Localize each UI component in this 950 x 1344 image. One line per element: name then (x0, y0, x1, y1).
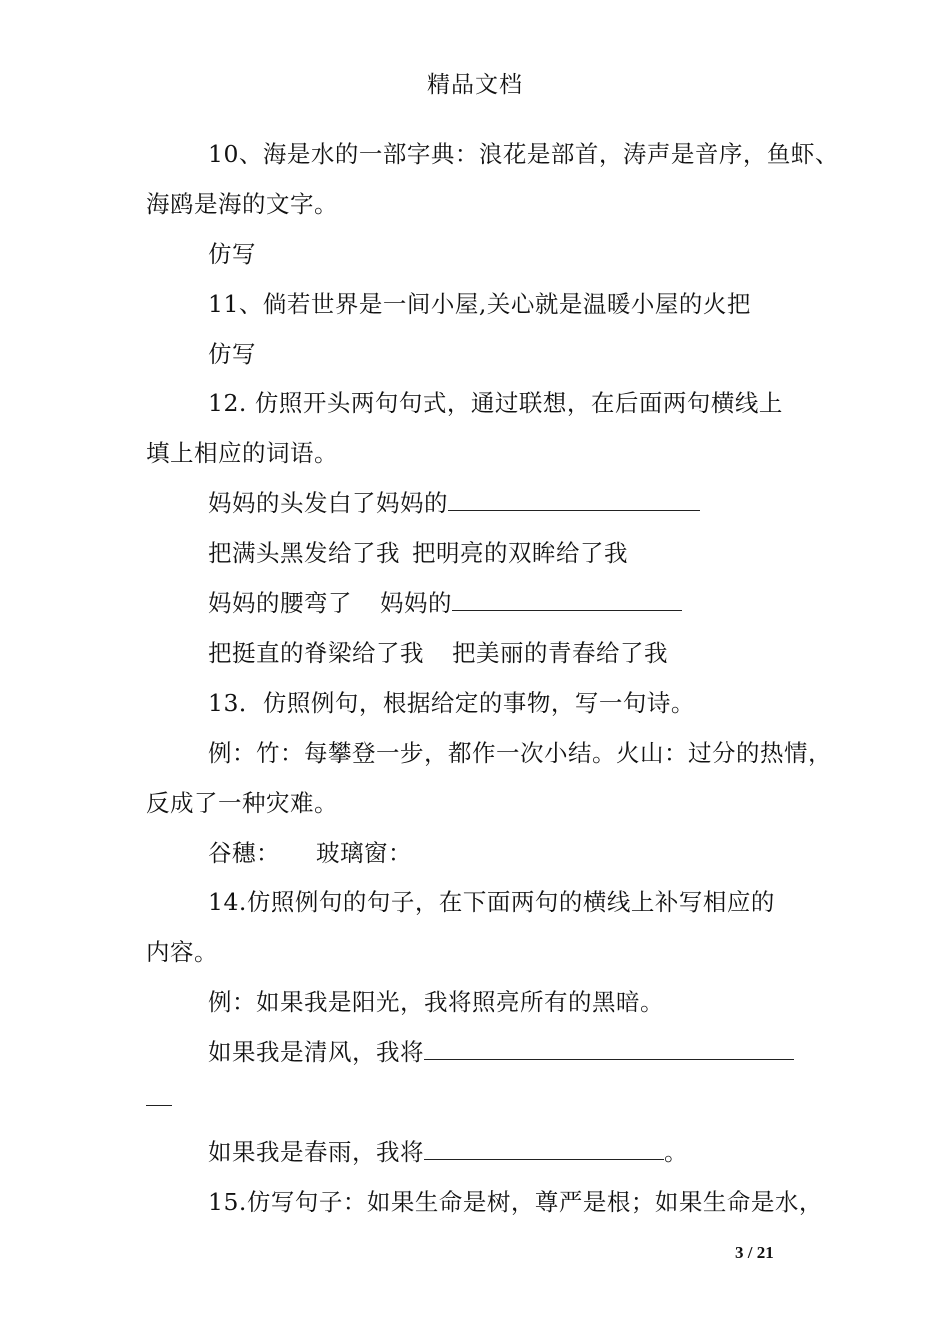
q13-example-line1: 例：竹：每攀登一步，都作一次小结。火山：过分的热情， (208, 739, 832, 767)
blank-line-3[interactable] (424, 1039, 794, 1060)
blank-line-1[interactable] (448, 490, 700, 511)
q12-line-b (208, 534, 628, 568)
q12-line-d (208, 634, 668, 668)
q12-line1: 12. 仿照开头两句句式，通过联想，在后面两句横线上 (208, 389, 783, 417)
q12-d2-text: 把美丽的青春给了我 (452, 639, 668, 667)
blank-line-4[interactable] (424, 1139, 664, 1160)
page-number: 3 / 21 (735, 1243, 774, 1262)
q10-imitate: 仿写 (208, 240, 256, 268)
q12-c1-text: 妈妈的腰弯了 (208, 589, 352, 617)
q10-line1: 10、海是水的一部字典：浪花是部首，涛声是音序，鱼虾、 (208, 140, 839, 168)
q12-d1-text: 把挺直的脊梁给了我 (208, 639, 424, 667)
page-header: 精品文档 (427, 72, 523, 98)
q15-line1: 15.仿写句子：如果生命是树，尊严是根；如果生命是水， (208, 1188, 823, 1216)
q12-c2-text: 妈妈的 (380, 589, 452, 617)
q12-b1-text: 把满头黑发给了我 (208, 539, 400, 567)
q13-tasks (208, 834, 412, 868)
q14-line2: 内容。 (146, 938, 218, 966)
q14-fill-a (208, 1033, 794, 1067)
q10-line2: 海鸥是海的文字。 (146, 190, 338, 218)
q12-b2-text: 把明亮的双眸给了我 (412, 539, 628, 567)
q13-example-line2: 反成了一种灾难。 (146, 789, 338, 817)
q14-b-text: 如果我是春雨，我将 (208, 1138, 424, 1166)
q12-fill-c (208, 584, 682, 618)
q11-imitate: 仿写 (208, 340, 256, 368)
q14-a-text: 如果我是清风，我将 (208, 1038, 424, 1066)
q12-a-text: 妈妈的头发白了妈妈的 (208, 489, 448, 517)
q13-task-2: 玻璃窗： (316, 839, 412, 867)
q12-fill-a (208, 484, 700, 518)
q13-task-1: 谷穗： (208, 839, 280, 867)
blank-line-3-continuation[interactable] (146, 1105, 172, 1106)
q12-line2: 填上相应的词语。 (146, 439, 338, 467)
q14-example: 例：如果我是阳光，我将照亮所有的黑暗。 (208, 988, 664, 1016)
q11-line1: 11、倘若世界是一间小屋,关心就是温暖小屋的火把 (208, 290, 751, 318)
blank-line-2[interactable] (452, 590, 682, 611)
q14-line1: 14.仿照例句的句子，在下面两句的横线上补写相应的 (208, 888, 775, 916)
q14-b-end: 。 (664, 1138, 688, 1166)
q14-fill-b (208, 1133, 688, 1167)
q13-line1: 13．仿照例句，根据给定的事物，写一句诗。 (208, 689, 695, 717)
